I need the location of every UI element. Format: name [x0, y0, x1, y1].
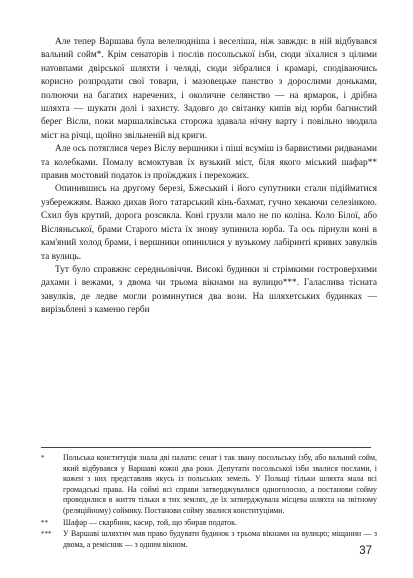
main-text	[41, 36, 377, 318]
footnotes	[41, 453, 377, 551]
footnote-mark: *	[41, 454, 45, 462]
paragraph: Але ось потяглися через Віслу вершники і піші всуміш із барвистими ридванами та колебками. Помалу всмоктував їх вузький міст, біля якого міський шафар** правив мостовий податок із проїжджих і перехожих.	[41, 144, 377, 182]
footnote-mark: ***	[41, 530, 52, 539]
footnote	[41, 518, 377, 529]
footnote-text: Польська конституція знала дві палати: сенат і так звану посольську ізбу, або вальний сойм, який відбувався у Варшаві кожні два роки. Депутати посольської ізби звалися послами, і кожен з них представляв якусь із польських земель. У Польщі тільки шляхта мала всі громадські права. На соймі всі справи затверджувалися одноголосно, а постанови сойму проводилися в життя тільки в тих землях, де їх затверджувала місцева шляхта на звітному (реляційному) соймику. Постанови сойму звалися конституціями.	[63, 453, 377, 515]
page-body	[41, 36, 377, 318]
footnote	[41, 529, 377, 550]
paragraph: Тут було справжнє середньовіччя. Високі будинки зі стрімкими гостроверхими дахами і вежами, з двома чи трьома вікнами на вулицю***. Галаслива тісната завулків, де ледве могли розминутися два вози. На шляхетських будинках — вирізьблені з каменю герби	[41, 264, 377, 316]
footnote-text: Шафар — скарбник, касир, той, що збирав податок.	[63, 517, 237, 527]
footnote-mark: **	[41, 518, 48, 527]
page-number: 37	[359, 545, 372, 557]
footnote	[41, 453, 377, 517]
paragraph: Але тепер Варшава була велелюдніша і веселіша, ніж завжди: в ній відбувався вальний сойм*. Крім сенаторів і послів посольської ізби, сюди зїхалися з цілими натовпами двірської шляхти і челяді, сюди зібралися і крамарі, сподіваючись корисно розпродати свої товари, і мазовецьке панство з дорослими доньками, полюючи на багатих наречених, і околичне селянство — на ярмарок, і дрібна шляхта — шукати долі і захисту. Задовго до світанку кипів від юрби багнистий берег Вісли, поки маршалківська сторожа здавала нічну варту і повільно зводила міст на річці, щойно звільненій від криги.	[41, 37, 377, 141]
footnote-divider	[41, 447, 371, 448]
paragraph: Опинившись на другому березі, Бжеський і його супутники стали підійматися узбережжям. Важко дихав його татарський кінь-бахмат, гучно хекаючи селезінкою. Схил був крутий, дорога розсякла. Коні грузли мало не по коліна. Коло Білої, або Вісляньської, брами Старого міста їх знову зупинила юрба. Та ось пірнули коні в кам'яний холод брами, і вершники опинилися у вузькому лабіринті кривих завулків та вулиць.	[41, 184, 377, 262]
footnote-text: У Варшаві шляхтич мав право будувати будинок з трьома вікнами на вулицю; міщанин — з двома, а ремісник — з одним вікном.	[63, 529, 377, 549]
